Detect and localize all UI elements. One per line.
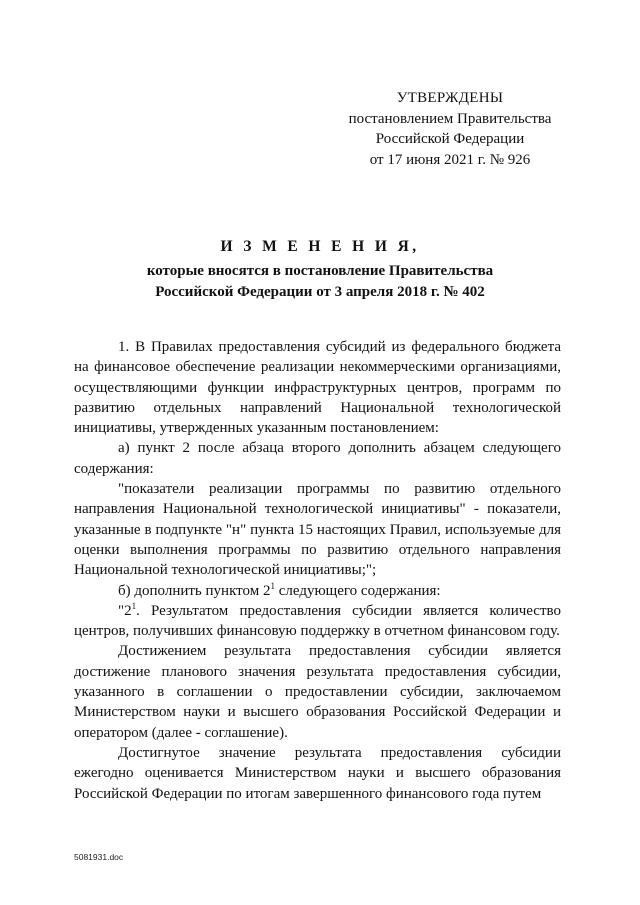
approval-line: Российской Федерации — [375, 131, 525, 147]
paragraph — [74, 601, 561, 642]
approval-title: УТВЕРЖДЕНЫ — [396, 90, 504, 106]
paragraph — [74, 581, 561, 601]
file-code: 5081931.doc — [74, 852, 124, 862]
document-heading — [74, 237, 566, 302]
document-title: И З М Е Н Е Н И Я, — [220, 238, 420, 255]
subtitle-line: которые вносятся в постановление Правительства — [146, 263, 494, 279]
paragraph: "показатели реализации программы по развитию отдельного направления Национальной технологической инициативы" - показатели, указанные в подпункте "н" пункта 15 настоящих Правил, используемые для оценки выполнения программы по развитию отдельного направления Национальной технологической инициативы;"; — [74, 481, 561, 579]
paragraph-text: "2 — [118, 602, 132, 619]
paragraph-text: б) дополнить пунктом 2 — [118, 582, 271, 599]
document-subtitle — [74, 261, 566, 302]
paragraph: 1. В Правилах предоставления субсидий из федерального бюджета на финансовое обеспечение реализации некоммерческими организациями, осуществляющими функции инфраструктурных центров, программ по развитию отдельных направлений Национальной технологической инициативы, утвержденных указанным постановлением: — [74, 339, 561, 437]
superscript: 1 — [131, 600, 137, 611]
approval-line: постановлением Правительства — [348, 110, 552, 127]
paragraph-text: . Результатом предоставления субсидии является количество центров, получивших финансовую поддержку в отчетном финансовом году. — [74, 602, 561, 640]
paragraph: Достигнутое значение результата предоставления субсидии ежегодно оценивается Министерством науки и высшего образования Российской Федерации по итогам завершенного финансового года путем — [74, 744, 561, 802]
approval-block — [330, 88, 570, 170]
document-body — [74, 337, 561, 804]
approval-date-number: от 17 июня 2021 г. № 926 — [369, 151, 531, 168]
subtitle-line: Российской Федерации от 3 апреля 2018 г. № 402 — [155, 283, 485, 300]
paragraph: Достижением результата предоставления субсидии является достижение планового значения результата предоставления субсидии, указанного в соглашении о предоставлении субсидии, заключаемом Министерством науки и высшего образования Российской Федерации и оператором (далее - соглашение). — [74, 643, 561, 741]
paragraph-text: следующего содержания: — [274, 582, 441, 599]
superscript: 1 — [270, 580, 275, 591]
paragraph: а) пункт 2 после абзаца второго дополнить абзацем следующего содержания: — [74, 440, 561, 477]
